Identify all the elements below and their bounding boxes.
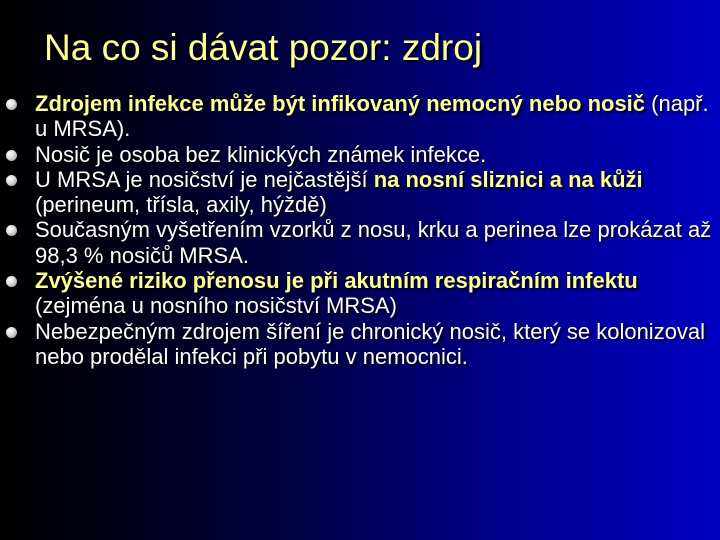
bullet-text: Nosič je osoba bez klinických známek infekce. bbox=[35, 141, 487, 167]
bullet-icon bbox=[6, 150, 17, 161]
bullet-icon bbox=[6, 276, 17, 287]
bullet-icon bbox=[6, 327, 17, 338]
bullet-text: Současným vyšetřením vzorků z nosu, krku a perinea lze prokázat až 98,3 % nosičů MRSA. bbox=[35, 217, 712, 268]
bullet-icon bbox=[6, 225, 17, 236]
bullet-text: U MRSA je nosičství je nejčastější bbox=[35, 166, 374, 192]
slide-title: Na co si dávat pozor: zdroj bbox=[44, 27, 483, 68]
bullet-item bbox=[6, 319, 714, 370]
bullet-strong-text: Zdrojem infekce může být infikovaný nemocný nebo nosič bbox=[35, 91, 646, 116]
bullet-list bbox=[6, 91, 714, 369]
bullet-text: Nebezpečným zdrojem šíření je chronický nosič, který se kolonizoval nebo prodělal infekci při pobytu v nemocnici. bbox=[35, 318, 706, 369]
bullet-item bbox=[6, 142, 714, 167]
bullet-strong-text: na nosní sliznici a na kůži bbox=[373, 166, 643, 192]
bullet-icon bbox=[6, 99, 17, 110]
bullet-text: (zejména u nosního nosičství MRSA) bbox=[35, 293, 397, 319]
bullet-text: (perineum, třísla, axily, hýždě) bbox=[35, 192, 327, 218]
bullet-item bbox=[6, 167, 714, 218]
bullet-item bbox=[6, 91, 714, 142]
bullet-item bbox=[6, 268, 714, 319]
bullet-item bbox=[6, 217, 714, 268]
bullet-icon bbox=[6, 175, 17, 186]
bullet-strong-text: Zvýšené riziko přenosu je při akutním respiračním infektu bbox=[35, 268, 638, 294]
bullet-text: (např. u MRSA). bbox=[35, 91, 709, 142]
